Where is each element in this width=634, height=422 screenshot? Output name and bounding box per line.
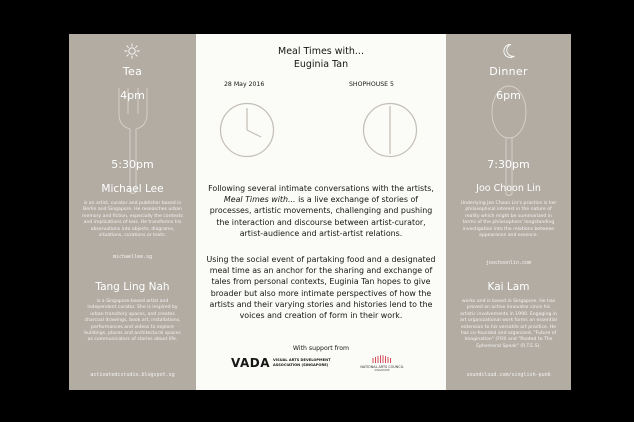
fork-icon (113, 86, 153, 196)
para1-rest: is a live exchange of stories of processes, artistic movements, challenging and pushing the interaction and discourse between artist-curator, artist-audience and artist-artist relations. (209, 195, 433, 238)
artist-link[interactable]: joochoonlin.com (485, 260, 532, 266)
description-paragraph-2: Using the social event of partaking food and a designated meal time as an anchor for the sharing and exchange of tales from personal contexts, Euginia Tan hopes to give broader but also more intimate perspectives of how the artists and their varying stories and histories lend to the voices and creation of form in their work. (206, 255, 436, 321)
vada-wordmark: VADA (231, 356, 271, 370)
artist-name: Kai Lam (487, 281, 530, 293)
meal-title-tea: Tea (122, 65, 143, 78)
artist-bio: Underlying Joo Choon Lin's practice is her philosophical interest in the nature of reality which might be summarized in terms of the philosophers' longstanding investigation into the relations between appearance and essence. (460, 201, 557, 239)
event-date: 28 May 2016 (224, 81, 265, 88)
artist-bio: works and is based in Singapore. He has proved an active innovator since his artistic involvements in 1990. Engaging in art organizational work forms an essential extension to his versatile art practice. He has co-founded and organized, "Future of Imagination" (FOI) and "Rooted to The Ephemeral Speak" (R.T.E.S). (459, 299, 558, 349)
end-time-dinner: 7:30pm (487, 158, 530, 171)
nac-name: NATIONAL ARTS COUNCIL (360, 365, 404, 369)
artist-link[interactable]: activatedcstudio.blogspot.sg (90, 372, 175, 378)
support-label: With support from (292, 345, 350, 352)
right-panel-dinner (446, 34, 571, 390)
artist-name: Michael Lee (101, 183, 164, 195)
left-panel-tea (69, 34, 196, 390)
artist-bio: is a Singapore-based artist and independent curator. She is inspired by urban transitory spaces, and creates charcoal drawings, book art, installations, performances and videos to explore buildings, places and architectural spaces as communicators of stories about life. (84, 299, 181, 343)
vada-fullname: VISUAL ARTS DEVELOPMENT ASSOCIATION (SINGAPORE) (273, 358, 331, 367)
artist-bio: is an artist, curator and publisher based in Berlin and Singapore. He researches urban memory and fiction, especially the contexts and implications of loss. He transforms his observations into objects, diagrams, situations, curations or texts. (82, 201, 183, 239)
event-title (196, 45, 446, 71)
start-time-dinner: 6pm (496, 89, 521, 102)
nac-emblem-icon (371, 354, 393, 364)
artist-name: Tang Ling Nah (95, 281, 170, 293)
event-title-line1: Meal Times with... (278, 46, 364, 57)
center-panel-invitation (196, 34, 446, 390)
moon-icon (502, 43, 516, 63)
meal-title-dinner: Dinner (489, 65, 528, 78)
clock-icon-4pm (218, 101, 276, 159)
clock-icon-6pm (361, 101, 419, 159)
sun-icon (124, 43, 140, 63)
artist-link[interactable]: michaellee.sg (112, 254, 153, 260)
artist-link[interactable]: soundcloud.com/singlish-punk (466, 372, 551, 378)
para1-lead: Following several intimate conversations with the artists, (208, 184, 434, 193)
event-title-line2: Euginia Tan (293, 59, 349, 70)
start-time-tea: 4pm (120, 89, 145, 102)
end-time-tea: 5:30pm (111, 158, 154, 171)
artist-name: Joo Choon Lin (476, 183, 541, 194)
nac-sub: SINGAPORE (374, 369, 390, 372)
vada-logo (231, 356, 335, 370)
description-paragraph-1 (196, 183, 446, 239)
event-venue: SHOPHOUSE 5 (349, 81, 394, 88)
nac-logo (358, 354, 406, 372)
para1-italic: Meal Times with... (223, 195, 296, 205)
